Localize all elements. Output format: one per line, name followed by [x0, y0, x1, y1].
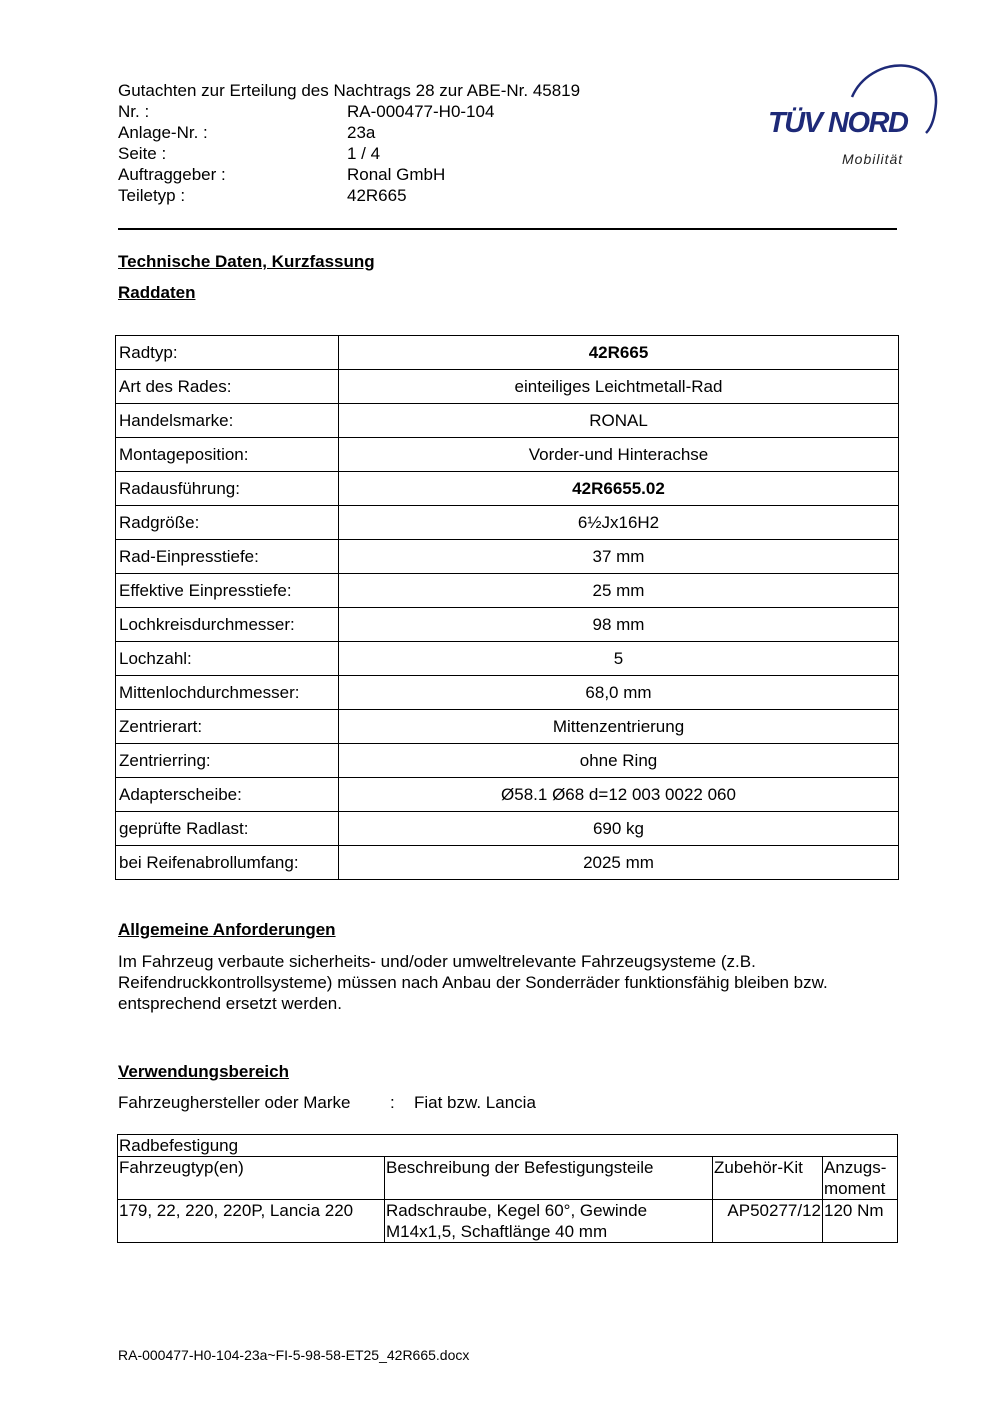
raddaten-value: 98 mm [339, 608, 899, 642]
raddaten-label: geprüfte Radlast: [116, 812, 339, 846]
col-header-zubehoer: Zubehör-Kit [713, 1157, 823, 1200]
raddaten-value: 25 mm [339, 574, 899, 608]
col-header-beschreibung: Beschreibung der Befestigungsteile [385, 1157, 713, 1200]
cell-anzugsmoment: 120 Nm [823, 1200, 898, 1243]
table-row [116, 540, 899, 574]
table-row [116, 676, 899, 710]
table-row [116, 744, 899, 778]
raddaten-label: Zentrierring: [116, 744, 339, 778]
raddaten-label: bei Reifenabrollumfang: [116, 846, 339, 880]
raddaten-value: 68,0 mm [339, 676, 899, 710]
header-value: 23a [347, 123, 376, 142]
anforderungen-text: Im Fahrzeug verbaute sicherheits- und/oder umweltrelevante Fahrzeugsysteme (z.B. Reifendruckkontrollsysteme) müssen nach Anbau der Sonderräder funktionsfähig bleiben bzw. entsprechend ersetzt werden. [118, 952, 828, 1013]
befestigung-caption: Radbefestigung [118, 1135, 898, 1157]
header-value: Ronal GmbH [347, 165, 446, 184]
raddaten-value: 42R6655.02 [339, 472, 899, 506]
hersteller-value: Fiat bzw. Lancia [414, 1093, 536, 1112]
raddaten-value: 690 kg [339, 812, 899, 846]
anzugsmoment-line2: moment [824, 1179, 886, 1198]
table-row [116, 710, 899, 744]
header-label: Seite : [118, 144, 167, 163]
cell-fahrzeugtyp: 179, 22, 220, 220P, Lancia 220 [118, 1200, 385, 1243]
raddaten-label: Radausführung: [116, 472, 339, 506]
section-title: Technische Daten, Kurzfassung [118, 252, 375, 271]
raddaten-label: Rad-Einpresstiefe: [116, 540, 339, 574]
raddaten-label: Handelsmarke: [116, 404, 339, 438]
raddaten-label: Radtyp: [116, 336, 339, 370]
table-row [116, 336, 899, 370]
table-row [116, 506, 899, 540]
table-row [116, 642, 899, 676]
raddaten-value: Ø58.1 Ø68 d=12 003 0022 060 [339, 778, 899, 812]
raddaten-label: Adapterscheibe: [116, 778, 339, 812]
raddaten-table [115, 335, 899, 880]
header-value: 42R665 [347, 186, 407, 205]
raddaten-label: Art des Rades: [116, 370, 339, 404]
header-label: Auftraggeber : [118, 165, 226, 184]
table-row [116, 778, 899, 812]
tuev-nord-logo [760, 55, 945, 175]
befestigung-table [117, 1134, 898, 1243]
table-row [116, 846, 899, 880]
table-row [116, 574, 899, 608]
footer-filename: RA-000477-H0-104-23a~FI-5-98-58-ET25_42R665.docx [118, 1347, 470, 1363]
raddaten-value: 6½Jx16H2 [339, 506, 899, 540]
raddaten-label: Mittenlochdurchmesser: [116, 676, 339, 710]
raddaten-label: Lochkreisdurchmesser: [116, 608, 339, 642]
raddaten-value: 37 mm [339, 540, 899, 574]
table-row [118, 1200, 898, 1243]
table-row [116, 608, 899, 642]
logo-wordmark: TÜV NORD [768, 107, 908, 139]
table-row [116, 812, 899, 846]
anforderungen-title: Allgemeine Anforderungen [118, 920, 336, 939]
raddaten-value: ohne Ring [339, 744, 899, 778]
raddaten-value: 5 [339, 642, 899, 676]
cell-zubehoer-kit: AP50277/12 [713, 1200, 823, 1243]
section-subtitle: Raddaten [118, 283, 196, 302]
raddaten-label: Radgröße: [116, 506, 339, 540]
table-row [116, 370, 899, 404]
table-row [116, 438, 899, 472]
beschreibung-line2: M14x1,5, Schaftlänge 40 mm [386, 1222, 608, 1241]
hersteller-label: Fahrzeughersteller oder Marke [118, 1093, 351, 1112]
raddaten-value: Vorder-und Hinterachse [339, 438, 899, 472]
raddaten-value: einteiliges Leichtmetall-Rad [339, 370, 899, 404]
col-header-anzugsmoment [823, 1157, 898, 1200]
raddaten-value: Mittenzentrierung [339, 710, 899, 744]
raddaten-value: 2025 mm [339, 846, 899, 880]
raddaten-label: Montageposition: [116, 438, 339, 472]
header-label: Anlage-Nr. : [118, 123, 208, 142]
header-label: Nr. : [118, 102, 150, 121]
table-row [116, 404, 899, 438]
hersteller-separator: : [390, 1093, 395, 1112]
header-value: 1 / 4 [347, 144, 381, 163]
raddaten-label: Zentrierart: [116, 710, 339, 744]
header-label: Teiletyp : [118, 186, 186, 205]
cell-beschreibung [385, 1200, 713, 1243]
raddaten-label: Effektive Einpresstiefe: [116, 574, 339, 608]
raddaten-value: 42R665 [339, 336, 899, 370]
raddaten-value: RONAL [339, 404, 899, 438]
raddaten-label: Lochzahl: [116, 642, 339, 676]
col-header-fahrzeugtyp: Fahrzeugtyp(en) [118, 1157, 385, 1200]
beschreibung-line1: Radschraube, Kegel 60°, Gewinde [386, 1201, 648, 1220]
header-divider [118, 228, 897, 230]
verwendung-title: Verwendungsbereich [118, 1062, 289, 1081]
anzugsmoment-line1: Anzugs- [824, 1158, 887, 1177]
header-value: RA-000477-H0-104 [347, 102, 495, 121]
table-row [116, 472, 899, 506]
logo-subtitle: Mobilität [842, 151, 904, 167]
